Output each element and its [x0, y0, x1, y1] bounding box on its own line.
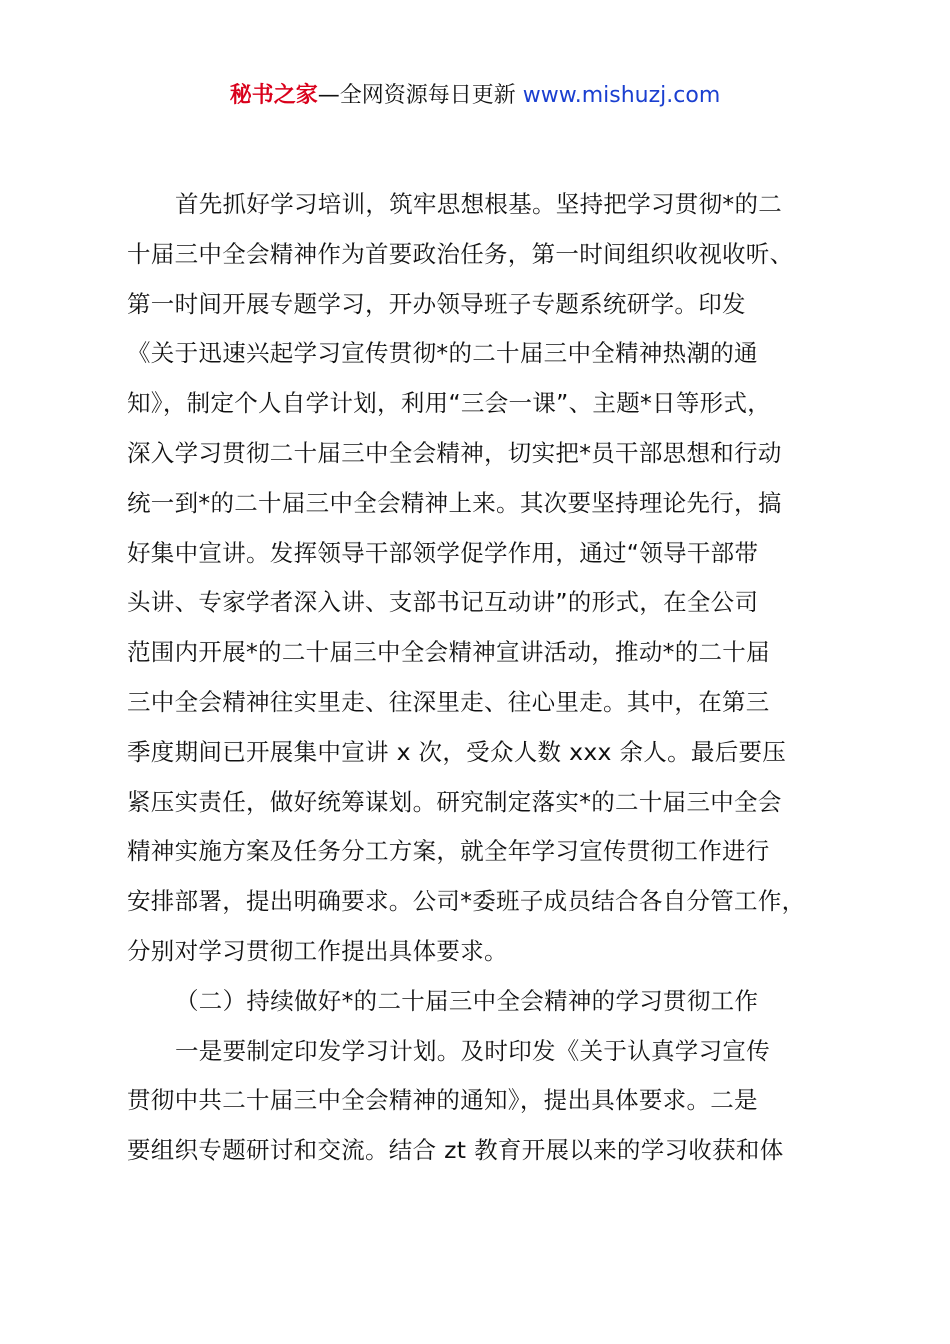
text-line: 精神实施方案及任务分工方案，就全年学习宣传贯彻工作进行 — [127, 837, 770, 866]
site-header — [0, 80, 950, 112]
site-tagline: —全网资源每日更新 — [317, 83, 523, 108]
text-line: 季度期间已开展集中宣讲 x 次，受众人数 xxx 余人。最后要压 — [127, 737, 787, 766]
text-line: 深入学习贯彻二十届三中全会精神，切实把*员干部思想和行动 — [127, 438, 782, 467]
text-line: 《关于迅速兴起学习宣传贯彻*的二十届三中全精神热潮的通 — [127, 339, 758, 368]
text-line: 好集中宣讲。发挥领导干部领学促学作用，通过“领导干部带 — [127, 538, 759, 567]
text-line: 第一时间开展专题学习，开办领导班子专题系统研学。印发 — [127, 289, 746, 318]
text-line: 三中全会精神往实里走、往深里走、往心里走。其中，在第三 — [127, 687, 770, 716]
site-url-link[interactable]: www.mishuzj.com — [522, 83, 721, 108]
text-line: 统一到*的二十届三中全会精神上来。其次要坚持理论先行，搞 — [127, 488, 782, 517]
section-heading: （二）持续做好*的二十届三中全会精神的学习贯彻工作 — [175, 986, 759, 1015]
text-line: 知》，制定个人自学计划，利用“三会一课”、主题*日等形式， — [127, 389, 772, 418]
site-brand: 秘书之家 — [229, 83, 318, 108]
text-line: 安排部署，提出明确要求。公司*委班子成员结合各自分管工作， — [127, 887, 806, 916]
document-body — [127, 180, 833, 1176]
text-line: 要组织专题研讨和交流。结合 zt 教育开展以来的学习收获和体 — [127, 1136, 784, 1165]
text-line: 分别对学习贯彻工作提出具体要求。 — [127, 936, 508, 965]
text-line: 贯彻中共二十届三中全会精神的通知》，提出具体要求。二是 — [127, 1086, 758, 1115]
text-line: 首先抓好学习培训，筑牢思想根基。坚持把学习贯彻*的二 — [175, 190, 783, 218]
text-line: 头讲、专家学者深入讲、支部书记互动讲”的形式，在全公司 — [127, 588, 759, 617]
text-line: 范围内开展*的二十届三中全会精神宣讲活动，推动*的二十届 — [127, 638, 770, 667]
text-line: 十届三中全会精神作为首要政治任务，第一时间组织收视收听、 — [127, 239, 794, 268]
text-line: 一是要制定印发学习计划。及时印发《关于认真学习宣传 — [175, 1036, 770, 1065]
text-line: 紧压实责任，做好统筹谋划。研究制定落实*的二十届三中全会 — [127, 787, 782, 816]
